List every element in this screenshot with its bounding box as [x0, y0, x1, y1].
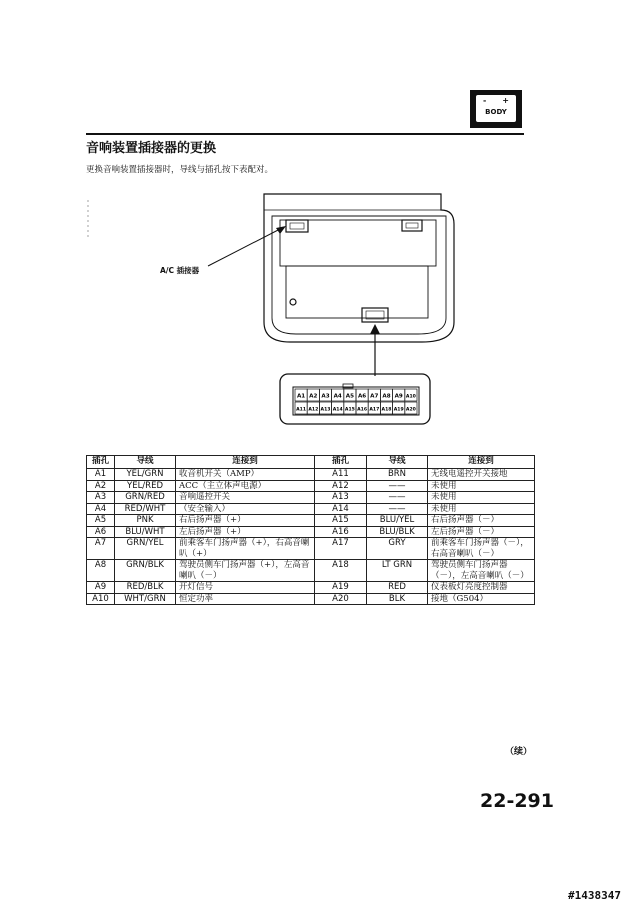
pin-label: A9 — [394, 393, 403, 400]
pin-assignment-table — [86, 455, 535, 605]
pin-label: A6 — [357, 393, 367, 400]
cell-wire-r: BRN — [367, 469, 428, 481]
cell-pin-l: A3 — [87, 492, 115, 504]
table-row — [87, 593, 535, 605]
connector-pin — [393, 402, 405, 414]
cell-conn-l: 左后扬声器（+） — [176, 526, 315, 538]
connector-pin — [405, 402, 417, 414]
cell-pin-l: A7 — [87, 538, 115, 560]
cell-pin-r: A12 — [315, 480, 367, 492]
cell-wire-l: GRN/YEL — [115, 538, 176, 560]
cell-pin-r: A15 — [315, 515, 367, 527]
cell-conn-l: 右后扬声器（+） — [176, 515, 315, 527]
pin-label: A11 — [296, 407, 307, 413]
cell-conn-l: 音响遥控开关 — [176, 492, 315, 504]
connector-pin — [368, 402, 380, 414]
pin-label: A13 — [320, 407, 331, 413]
cell-pin-r: A19 — [315, 582, 367, 594]
pin-label: A18 — [381, 407, 392, 413]
cell-pin-l: A6 — [87, 526, 115, 538]
cell-pin-l: A2 — [87, 480, 115, 492]
connector-pin — [307, 402, 319, 414]
cell-conn-r: 仪表板灯亮度控制器 — [428, 582, 535, 594]
connector-pin — [356, 389, 368, 401]
cell-conn-r: 未使用 — [428, 503, 535, 515]
cell-conn-r: 接地（G504） — [428, 593, 535, 605]
cell-pin-l: A9 — [87, 582, 115, 594]
connector-pin — [356, 402, 368, 414]
antenna-connector — [402, 220, 422, 231]
cell-wire-r: BLK — [367, 593, 428, 605]
cell-conn-r: 未使用 — [428, 480, 535, 492]
connector-pin — [332, 402, 344, 414]
cell-pin-l: A5 — [87, 515, 115, 527]
cell-wire-r: —— — [367, 503, 428, 515]
connector-pin — [380, 389, 392, 401]
faceplate-panel — [280, 220, 436, 266]
document-code: #1438347 — [568, 889, 621, 902]
pin-label: A7 — [370, 393, 379, 400]
page-title: 音响装置插接器的更换 — [86, 141, 217, 156]
cell-wire-l: PNK — [115, 515, 176, 527]
pin-label: A8 — [382, 393, 391, 400]
cell-conn-l: 恒定功率 — [176, 593, 315, 605]
cell-pin-l: A8 — [87, 560, 115, 582]
table-row — [87, 582, 535, 594]
pin-label: A17 — [369, 407, 380, 413]
cell-wire-r: BLU/BLK — [367, 526, 428, 538]
cell-wire-l: RED/WHT — [115, 503, 176, 515]
pin-label: A1 — [296, 393, 306, 400]
cell-wire-l: BLU/WHT — [115, 526, 176, 538]
pin-label: A2 — [309, 393, 318, 400]
connector-pin — [307, 389, 319, 401]
minus-terminal: - — [483, 96, 487, 105]
header-wire-right: 导线 — [367, 456, 428, 469]
pin-label: A16 — [357, 407, 368, 413]
connector-pin — [319, 402, 331, 414]
table-row — [87, 538, 535, 560]
audio-unit-diagram — [86, 180, 526, 446]
connector-pin — [344, 389, 356, 401]
cell-pin-r: A17 — [315, 538, 367, 560]
cell-conn-r: 右后扬声器（－） — [428, 515, 535, 527]
table-row — [87, 480, 535, 492]
cell-conn-r: 驾驶员侧车门扬声器（－），左高音喇叭（－） — [428, 560, 535, 582]
page-number: 22-291 — [480, 790, 554, 812]
pin-label: A5 — [345, 393, 355, 400]
cell-wire-l: GRN/BLK — [115, 560, 176, 582]
cell-wire-l: RED/BLK — [115, 582, 176, 594]
cell-pin-r: A14 — [315, 503, 367, 515]
table-row — [87, 503, 535, 515]
cell-wire-l: GRN/RED — [115, 492, 176, 504]
cell-conn-r: 前乘客车门扬声器（－），右高音喇叭（－） — [428, 538, 535, 560]
cell-pin-l: A1 — [87, 469, 115, 481]
header-pin-left: 插孔 — [87, 456, 115, 469]
header-connects-left: 连接到 — [176, 456, 315, 469]
circuit-board — [286, 266, 428, 318]
body-section-badge — [470, 90, 522, 128]
pin-label: A15 — [344, 407, 355, 413]
ac-connector-label: A/C 插接器 — [160, 266, 200, 275]
pin-label: A4 — [333, 393, 342, 400]
cell-pin-l: A4 — [87, 503, 115, 515]
connector-pin — [319, 389, 331, 401]
cell-wire-r: —— — [367, 480, 428, 492]
pin-label: A14 — [332, 407, 343, 413]
table-header-row — [87, 456, 535, 469]
table-row — [87, 526, 535, 538]
ac-connector — [286, 220, 308, 232]
table-row — [87, 515, 535, 527]
battery-icon — [476, 95, 516, 122]
title-divider — [86, 133, 524, 135]
cell-conn-r: 左后扬声器（－） — [428, 526, 535, 538]
connector-pin — [344, 402, 356, 414]
cell-wire-r: BLU/YEL — [367, 515, 428, 527]
connector-pin — [295, 402, 307, 414]
table-row — [87, 560, 535, 582]
header-pin-right: 插孔 — [315, 456, 367, 469]
continued-note: （续） — [505, 747, 533, 757]
cell-pin-r: A13 — [315, 492, 367, 504]
connector-pin — [393, 389, 405, 401]
pin-label: A19 — [393, 407, 404, 413]
table-row — [87, 469, 535, 481]
cell-conn-l: ACC（主立体声电源） — [176, 480, 315, 492]
intro-text: 更换音响装置插接器时，导线与插孔按下表配对。 — [86, 165, 274, 175]
cell-conn-l: 收音机开关（AMP） — [176, 469, 315, 481]
cell-pin-r: A18 — [315, 560, 367, 582]
cell-conn-r: 未使用 — [428, 492, 535, 504]
pin-label: A12 — [308, 407, 319, 413]
header-wire-left: 导线 — [115, 456, 176, 469]
connector-pin — [332, 389, 344, 401]
cell-pin-l: A10 — [87, 593, 115, 605]
cell-conn-l: （安全输入） — [176, 503, 315, 515]
pin-label: A3 — [321, 393, 330, 400]
cell-wire-l: WHT/GRN — [115, 593, 176, 605]
pin-label: A10 — [405, 394, 416, 400]
cell-conn-l: 驾驶员侧车门扬声器（+），左高音喇叭（－） — [176, 560, 315, 582]
cell-wire-r: RED — [367, 582, 428, 594]
connector-pin — [368, 389, 380, 401]
header-connects-right: 连接到 — [428, 456, 535, 469]
cell-conn-l: 开灯信号 — [176, 582, 315, 594]
cell-pin-r: A20 — [315, 593, 367, 605]
audio-unit-inner-frame — [272, 216, 446, 334]
cell-conn-r: 无线电遥控开关接地 — [428, 469, 535, 481]
cell-wire-r: LT GRN — [367, 560, 428, 582]
connector-pin — [380, 402, 392, 414]
cell-conn-l: 前乘客车门扬声器（+），右高音喇叭（+） — [176, 538, 315, 560]
cell-pin-r: A11 — [315, 469, 367, 481]
cell-wire-l: YEL/RED — [115, 480, 176, 492]
connector-pin — [295, 389, 307, 401]
plus-terminal: + — [502, 96, 509, 105]
pin-label: A20 — [405, 407, 416, 413]
connector-pin — [405, 389, 417, 401]
table-row — [87, 492, 535, 504]
cell-wire-r: GRY — [367, 538, 428, 560]
connector-pin-grid — [295, 389, 417, 414]
badge-label: BODY — [485, 108, 507, 116]
cell-wire-l: YEL/GRN — [115, 469, 176, 481]
cell-wire-r: —— — [367, 492, 428, 504]
screw-icon — [290, 299, 296, 305]
cell-pin-r: A16 — [315, 526, 367, 538]
